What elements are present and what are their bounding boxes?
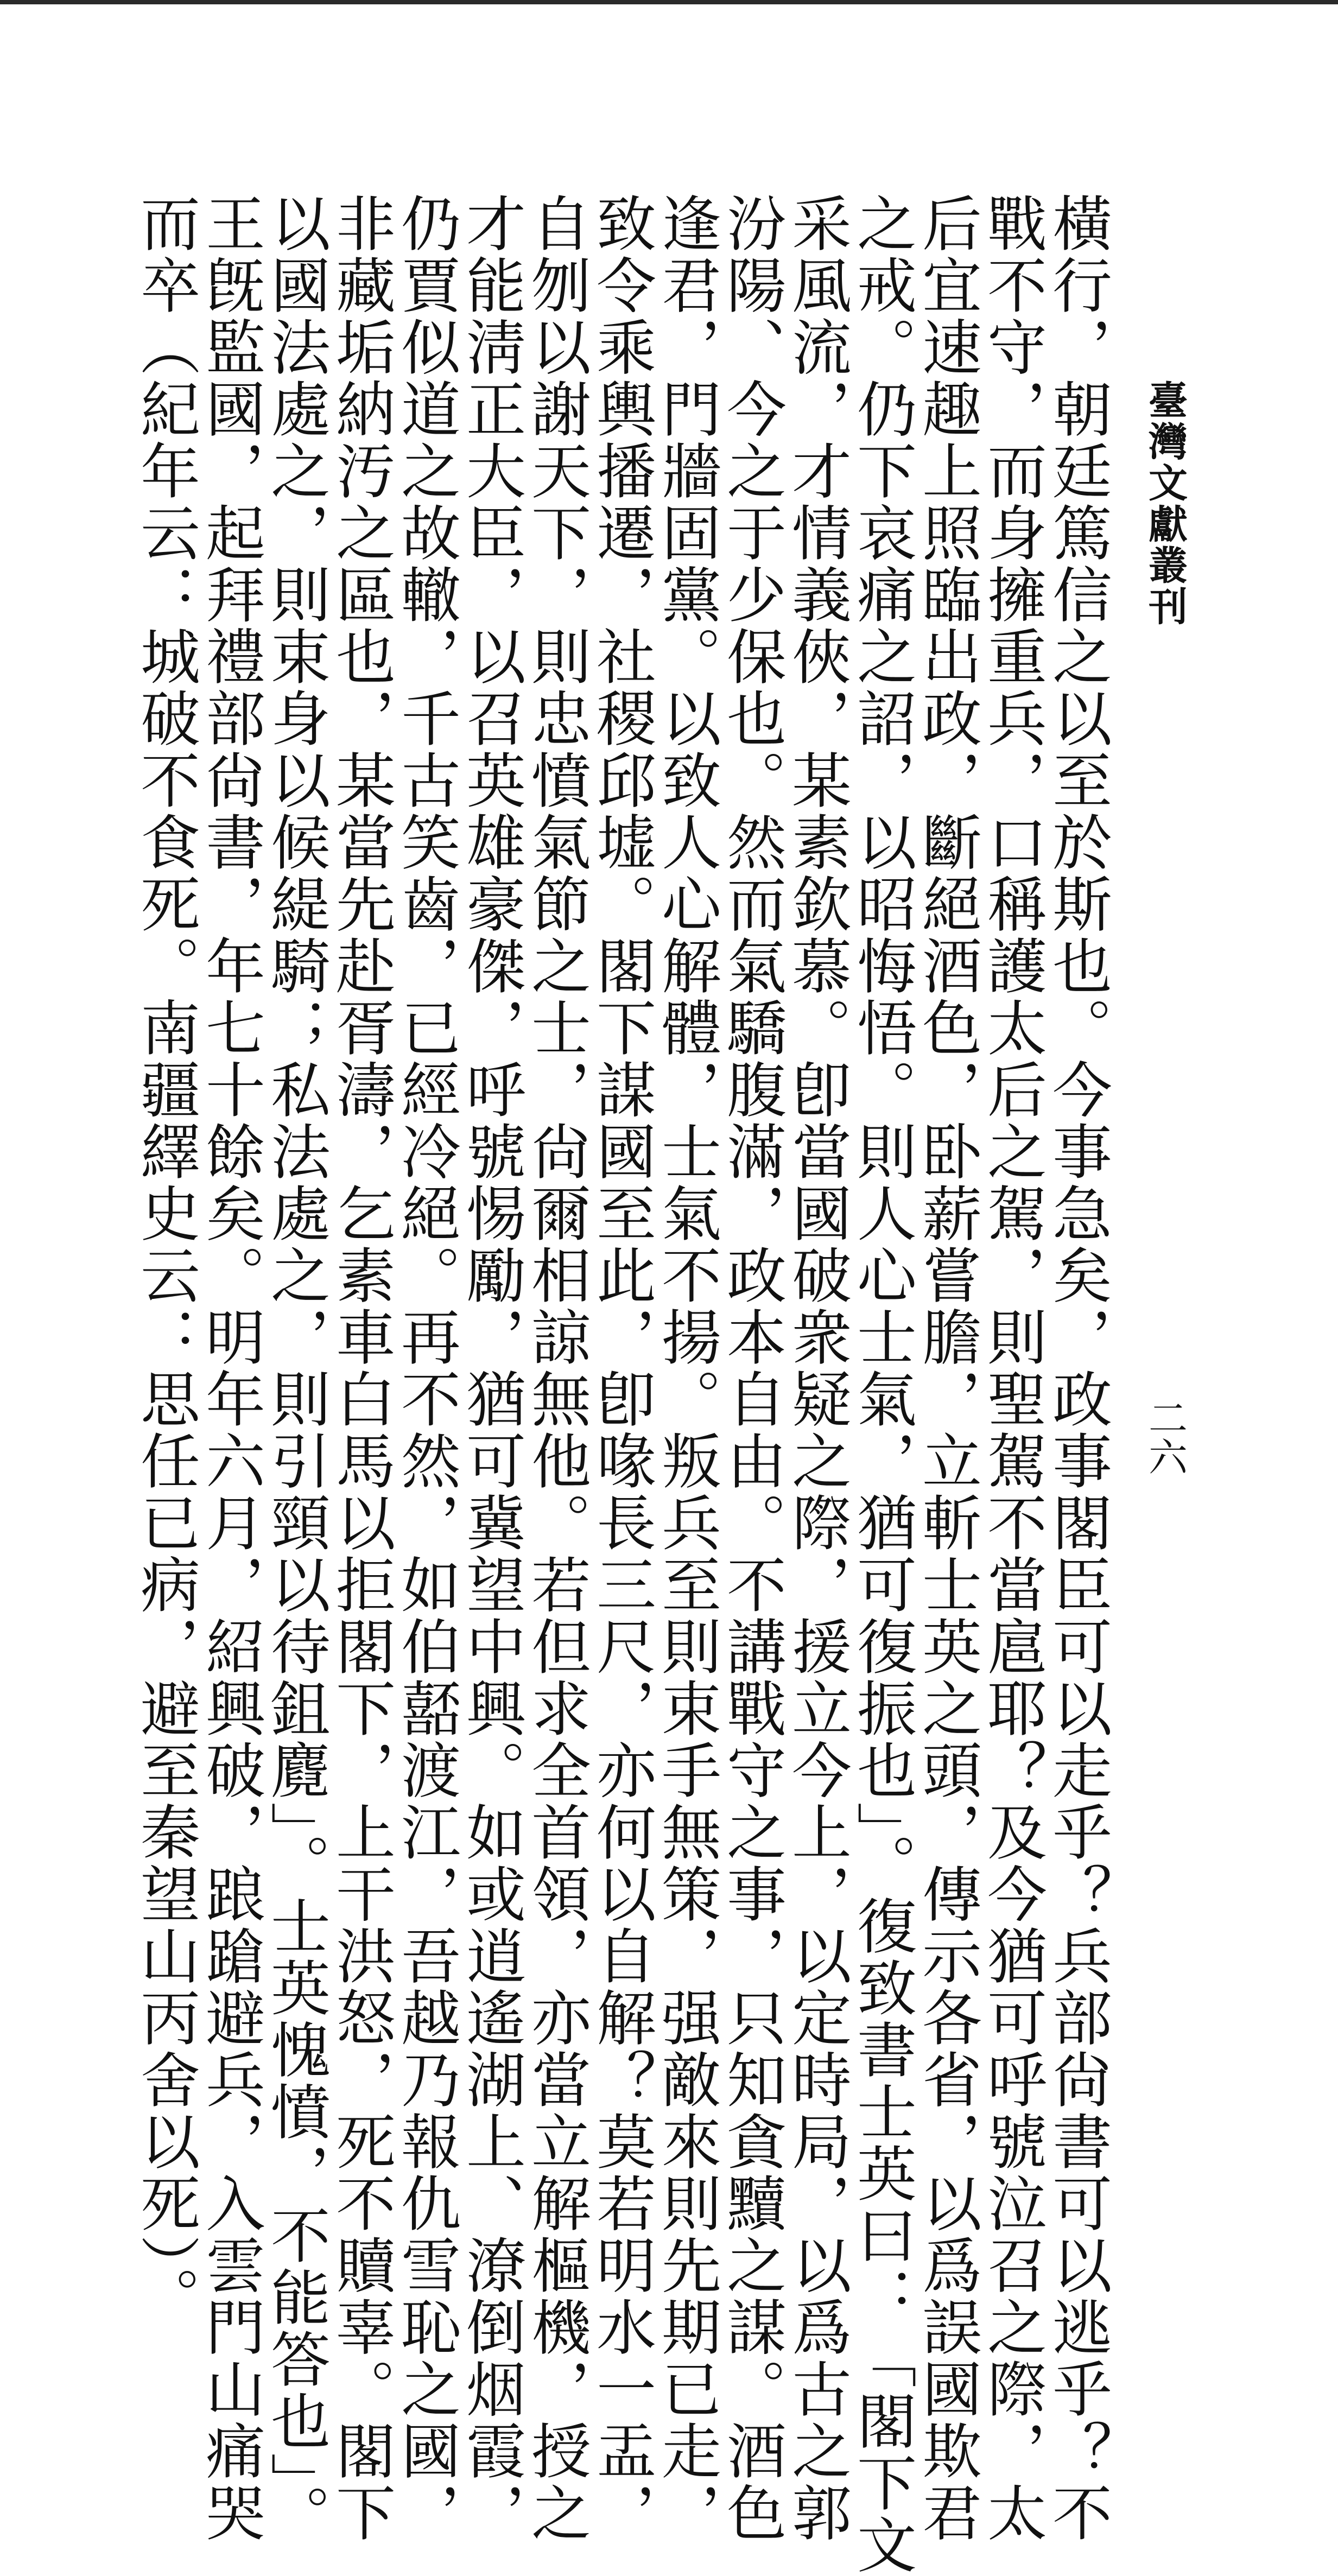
text-column: 采風流，才情義俠，某素欽慕。卽當國破衆疑之際，援立今上，以定時局，以爲古之郭 [782,193,852,2544]
text-column: 非藏垢納汚之區也，某當先赴胥濤，乞素車白馬以拒閣下，上干洪怒，死不贖辜。閣下 [326,193,396,2544]
top-border-rule [0,0,1338,4]
text-column: 才能淸正大臣，以召英雄豪傑，呼號惕勵，猶可冀望中興。如或逍遙湖上、潦倒烟霞， [456,193,526,2544]
text-column: 致令乘輿播遷，社稷邱墟。閣下謀國至此，卽喙長三尺，亦何以自解？莫若明水一盂， [587,193,656,2544]
text-column: 汾陽、今之于少保也。然而氣驕腹滿，政本自由。不講戰守之事，只知貪黷之謀。酒色 [717,193,787,2544]
text-column: 自刎以謝天下，則忠憤氣節之士，尙爾相諒無他。若但求全首領，亦當立解樞機，授之 [522,193,591,2544]
body-text [131,193,1112,2576]
text-column: 而卒（紀年云：城破不食死。南疆繹史云：思任已病，避至秦望山丙舍以死）。 [131,193,200,2328]
text-column: 后宜速趣上照臨出政，斷絕酒色，卧薪嘗膽，立斬士英之頭，傳示各省，以爲誤國欺君 [912,193,982,2544]
running-title: 臺灣文獻叢刊 [1142,380,1188,627]
text-column: 橫行，朝廷篤信之以至於斯也。今事急矣，政事閣臣可以走乎？兵部尙書可以逃乎？不 [1043,193,1112,2544]
text-column: 戰不守，而身擁重兵，口稱護太后之駕，則聖駕不當扈耶？及今猶可呼號泣召之際，太 [978,193,1047,2544]
page-number: 二六 [1142,1398,1188,1476]
text-column: 仍賈似道之故轍，千古笑齒，已經冷絕。再不然，如伯嚭渡江，吾越乃報仇雪恥之國， [391,193,461,2544]
text-column: 之戒。仍下哀痛之詔，以昭悔悟。則人心士氣，猶可復振也」。復致書士英曰：「閣下文 [847,193,917,2576]
text-column: 逢君，門牆固黨。以致人心解體，士氣不揚。叛兵至則束手無策，强敵來則先期已走， [652,193,721,2544]
text-column: 以國法處之，則束身以候緹騎；私法處之，則引頸以待鉏麑」。士英愧憤，不能答也」。 [261,193,331,2546]
text-column: 王旣監國，起拜禮部尙書，年七十餘矣。明年六月，紹興破，踉蹌避兵，入雲門山痛哭 [196,193,265,2544]
